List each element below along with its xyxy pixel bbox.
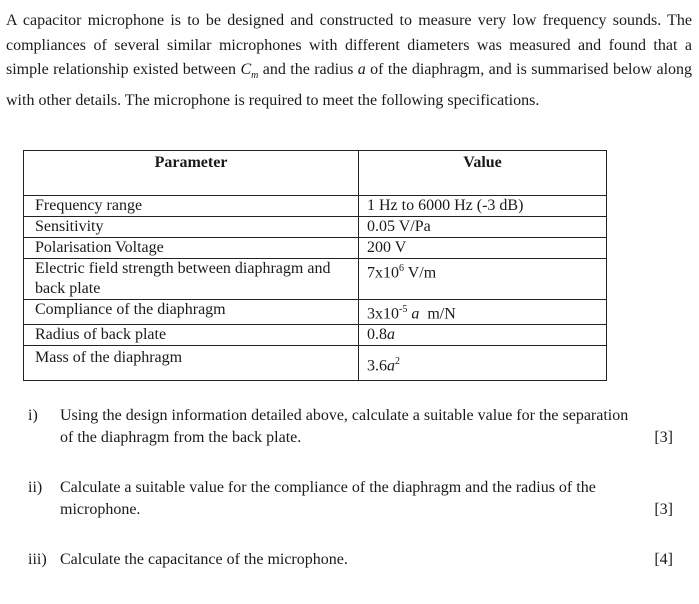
param-cell: Mass of the diaphragm (24, 346, 359, 381)
table-row (24, 325, 607, 346)
parameter-header: Parameter (24, 151, 359, 196)
question-text: Calculate the capacitance of the microphone. (60, 551, 348, 568)
param-cell: Frequency range (24, 196, 359, 217)
table-row (24, 346, 607, 381)
value-cell: $3x10^{-5}$ a m/N (359, 300, 607, 325)
table-header-row (24, 151, 607, 196)
value-cell: 0.05 V/Pa (359, 217, 607, 238)
questions-list (28, 405, 673, 571)
question-number: i) (28, 407, 38, 424)
question-item (28, 477, 673, 521)
value-header: Value (359, 151, 607, 196)
value-cell: $3.6a^2$ (359, 346, 607, 381)
param-cell: Sensitivity (24, 217, 359, 238)
compliance-symbol: $C_m$ (240, 61, 259, 82)
intro-text-3: of the diaphragm, and is summarised below along with other details. The microphone is required to meet the following specifications. (6, 61, 693, 109)
value-cell: 0.8a (359, 325, 607, 346)
question-item (28, 549, 673, 571)
question-item (28, 405, 673, 449)
radius-symbol: a (357, 61, 366, 78)
question-text: Calculate a suitable value for the compliance of the diaphragm and the radius of the microphone. (60, 479, 596, 518)
table-row (24, 238, 607, 259)
table-row (24, 259, 607, 300)
table-row (24, 217, 607, 238)
value-cell: 1 Hz to 6000 Hz (-3 dB) (359, 196, 607, 217)
question-number: iii) (28, 551, 47, 568)
question-marks: [3] (654, 429, 673, 446)
param-cell: Compliance of the diaphragm (24, 300, 359, 325)
specification-table (23, 150, 607, 381)
value-cell: $7x10^6$ V/m (359, 259, 607, 300)
question-text: Using the design information detailed above, calculate a suitable value for the separation of the diaphragm from the back plate. (60, 407, 629, 446)
question-number: ii) (28, 479, 43, 496)
question-marks: [3] (654, 501, 673, 518)
intro-paragraph (6, 9, 692, 113)
value-cell: 200 V (359, 238, 607, 259)
question-marks: [4] (654, 551, 673, 568)
param-cell: Polarisation Voltage (24, 238, 359, 259)
intro-text-2: and the radius (258, 61, 358, 78)
table-row (24, 300, 607, 325)
param-cell: Radius of back plate (24, 325, 359, 346)
table-row (24, 196, 607, 217)
param-cell: Electric field strength between diaphragm and back plate (24, 259, 359, 300)
intro-text-1: A capacitor microphone is to be designed and constructed to measure very low frequency sounds. The compliances of several similar microphones with different diameters was measured and found that a simple relationship existed between (6, 12, 692, 78)
